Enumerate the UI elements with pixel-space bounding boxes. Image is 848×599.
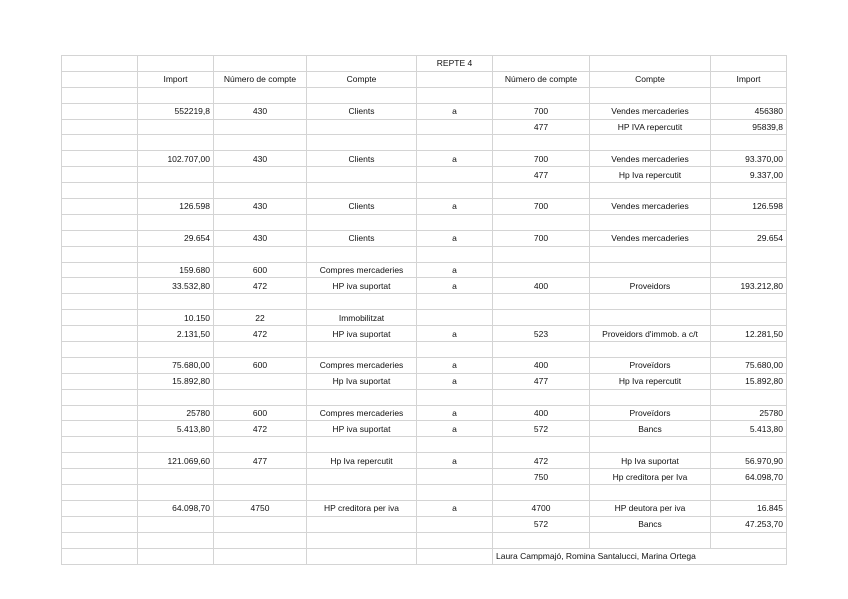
credit-account-cell[interactable] — [590, 214, 711, 230]
credit-account-cell[interactable] — [590, 262, 711, 278]
debit-amount-cell[interactable] — [138, 214, 214, 230]
credit-account-number-cell[interactable] — [493, 389, 590, 405]
credit-account-cell[interactable]: Proveïdors — [590, 405, 711, 421]
debit-account-cell[interactable]: HP iva suportat — [307, 326, 417, 342]
credit-account-number-cell[interactable]: 700 — [493, 103, 590, 119]
table-row — [62, 119, 787, 135]
credit-account-cell[interactable] — [590, 437, 711, 453]
debit-account-cell[interactable]: Compres mercaderies — [307, 405, 417, 421]
cell[interactable] — [214, 56, 307, 72]
credit-account-cell[interactable] — [590, 342, 711, 358]
table-row — [62, 389, 787, 405]
debit-account-number-cell[interactable]: 22 — [214, 310, 307, 326]
debit-account-number-cell[interactable] — [214, 87, 307, 103]
cell[interactable] — [62, 516, 138, 532]
credit-amount-cell[interactable] — [711, 135, 787, 151]
debit-account-number-cell[interactable]: 430 — [214, 230, 307, 246]
debit-account-number-cell[interactable]: 430 — [214, 103, 307, 119]
credit-account-cell[interactable] — [590, 532, 711, 548]
debit-account-number-cell[interactable] — [214, 294, 307, 310]
direction-cell[interactable]: a — [417, 421, 493, 437]
credit-amount-cell[interactable] — [711, 437, 787, 453]
debit-account-number-cell[interactable]: 600 — [214, 357, 307, 373]
debit-account-cell[interactable]: Immobilitzat — [307, 310, 417, 326]
credit-account-cell[interactable]: Proveidors — [590, 278, 711, 294]
debit-account-cell[interactable]: Clients — [307, 199, 417, 215]
header-debit-amount[interactable]: Import — [138, 71, 214, 87]
cell[interactable] — [62, 135, 138, 151]
credit-account-cell[interactable]: Hp Iva repercutit — [590, 373, 711, 389]
debit-amount-cell[interactable] — [138, 294, 214, 310]
credit-account-number-cell[interactable]: 523 — [493, 326, 590, 342]
debit-amount-cell[interactable]: 126.598 — [138, 199, 214, 215]
table-row — [62, 214, 787, 230]
credit-account-cell[interactable]: HP deutora per iva — [590, 500, 711, 516]
cell[interactable] — [214, 548, 307, 564]
header-row — [62, 71, 787, 87]
debit-account-number-cell[interactable]: 430 — [214, 151, 307, 167]
table-row — [62, 453, 787, 469]
table-row — [62, 167, 787, 183]
credit-account-number-cell[interactable]: 400 — [493, 278, 590, 294]
credit-amount-cell[interactable] — [711, 246, 787, 262]
header-credit-amount[interactable]: Import — [711, 71, 787, 87]
debit-account-number-cell[interactable] — [214, 246, 307, 262]
debit-account-number-cell[interactable] — [214, 183, 307, 199]
credit-amount-cell[interactable]: 9.337,00 — [711, 167, 787, 183]
table-row — [62, 437, 787, 453]
credit-amount-cell[interactable]: 5.413,80 — [711, 421, 787, 437]
direction-cell[interactable] — [417, 135, 493, 151]
credit-account-cell[interactable] — [590, 183, 711, 199]
credit-amount-cell[interactable] — [711, 183, 787, 199]
debit-account-cell[interactable]: Clients — [307, 103, 417, 119]
direction-cell[interactable]: a — [417, 453, 493, 469]
credit-account-number-cell[interactable] — [493, 214, 590, 230]
debit-account-number-cell[interactable]: 600 — [214, 405, 307, 421]
debit-account-number-cell[interactable] — [214, 373, 307, 389]
debit-account-cell[interactable] — [307, 87, 417, 103]
cell[interactable] — [711, 56, 787, 72]
header-debit-account-number[interactable]: Número de compte — [214, 71, 307, 87]
debit-account-cell[interactable]: HP iva suportat — [307, 278, 417, 294]
debit-account-number-cell[interactable] — [214, 135, 307, 151]
credit-account-number-cell[interactable]: 700 — [493, 151, 590, 167]
cell[interactable] — [62, 199, 138, 215]
direction-cell[interactable] — [417, 389, 493, 405]
debit-account-cell[interactable]: Clients — [307, 230, 417, 246]
table-row — [62, 199, 787, 215]
debit-account-cell[interactable]: HP iva suportat — [307, 421, 417, 437]
cell[interactable] — [62, 167, 138, 183]
table-row — [62, 230, 787, 246]
debit-account-cell[interactable] — [307, 485, 417, 501]
direction-cell[interactable]: a — [417, 230, 493, 246]
credit-account-number-cell[interactable] — [493, 262, 590, 278]
credit-account-number-cell[interactable]: 477 — [493, 373, 590, 389]
debit-amount-cell[interactable] — [138, 87, 214, 103]
credit-account-number-cell[interactable]: 477 — [493, 167, 590, 183]
debit-account-number-cell[interactable]: 600 — [214, 262, 307, 278]
debit-account-cell[interactable] — [307, 342, 417, 358]
debit-account-cell[interactable] — [307, 135, 417, 151]
credit-amount-cell[interactable]: 93.370,00 — [711, 151, 787, 167]
direction-cell[interactable]: a — [417, 199, 493, 215]
cell[interactable] — [138, 56, 214, 72]
debit-account-cell[interactable] — [307, 214, 417, 230]
cell[interactable] — [62, 405, 138, 421]
direction-cell[interactable]: a — [417, 373, 493, 389]
credit-account-number-cell[interactable] — [493, 87, 590, 103]
debit-account-number-cell[interactable] — [214, 214, 307, 230]
debit-amount-cell[interactable] — [138, 119, 214, 135]
cell[interactable] — [62, 71, 138, 87]
credit-account-number-cell[interactable]: 400 — [493, 405, 590, 421]
credit-account-cell[interactable] — [590, 389, 711, 405]
cell[interactable] — [62, 278, 138, 294]
cell[interactable] — [62, 294, 138, 310]
debit-account-cell[interactable] — [307, 437, 417, 453]
debit-account-number-cell[interactable] — [214, 342, 307, 358]
cell[interactable] — [62, 326, 138, 342]
cell[interactable] — [62, 500, 138, 516]
direction-cell[interactable] — [417, 246, 493, 262]
debit-account-cell[interactable] — [307, 167, 417, 183]
debit-account-number-cell[interactable]: 430 — [214, 199, 307, 215]
cell[interactable] — [62, 357, 138, 373]
credit-account-cell[interactable] — [590, 135, 711, 151]
credit-account-cell[interactable] — [590, 87, 711, 103]
credit-account-cell[interactable] — [590, 310, 711, 326]
direction-cell[interactable]: a — [417, 103, 493, 119]
table-row — [62, 135, 787, 151]
debit-account-number-cell[interactable] — [214, 485, 307, 501]
direction-cell[interactable]: a — [417, 500, 493, 516]
cell[interactable] — [62, 532, 138, 548]
debit-amount-cell[interactable] — [138, 167, 214, 183]
direction-cell[interactable]: a — [417, 278, 493, 294]
credit-account-number-cell[interactable] — [493, 183, 590, 199]
credit-amount-cell[interactable] — [711, 485, 787, 501]
credit-account-number-cell[interactable]: 572 — [493, 516, 590, 532]
credit-amount-cell[interactable]: 12.281,50 — [711, 326, 787, 342]
debit-account-number-cell[interactable] — [214, 389, 307, 405]
debit-account-number-cell[interactable] — [214, 437, 307, 453]
credit-amount-cell[interactable]: 126.598 — [711, 199, 787, 215]
credit-account-number-cell[interactable]: 700 — [493, 230, 590, 246]
table-row — [62, 310, 787, 326]
direction-cell[interactable] — [417, 214, 493, 230]
debit-amount-cell[interactable]: 552219,8 — [138, 103, 214, 119]
credit-amount-cell[interactable]: 193.212,80 — [711, 278, 787, 294]
debit-amount-cell[interactable]: 2.131,50 — [138, 326, 214, 342]
credit-account-number-cell[interactable] — [493, 310, 590, 326]
cell[interactable] — [62, 453, 138, 469]
table-row — [62, 183, 787, 199]
debit-account-cell[interactable]: Hp Iva repercutit — [307, 453, 417, 469]
cell[interactable] — [62, 437, 138, 453]
cell[interactable] — [62, 310, 138, 326]
debit-account-cell[interactable] — [307, 119, 417, 135]
table-row — [62, 326, 787, 342]
credit-account-number-cell[interactable] — [493, 294, 590, 310]
direction-cell[interactable] — [417, 437, 493, 453]
direction-cell[interactable] — [417, 183, 493, 199]
table-row — [62, 485, 787, 501]
direction-cell[interactable] — [417, 167, 493, 183]
debit-account-cell[interactable] — [307, 183, 417, 199]
debit-amount-cell[interactable] — [138, 389, 214, 405]
debit-account-cell[interactable] — [307, 532, 417, 548]
credit-account-number-cell[interactable]: 4700 — [493, 500, 590, 516]
credit-amount-cell[interactable] — [711, 87, 787, 103]
credit-account-cell[interactable]: Proveïdors — [590, 357, 711, 373]
credit-account-number-cell[interactable]: 700 — [493, 199, 590, 215]
cell[interactable] — [62, 230, 138, 246]
direction-cell[interactable] — [417, 469, 493, 485]
credit-amount-cell[interactable] — [711, 532, 787, 548]
direction-cell[interactable] — [417, 310, 493, 326]
debit-amount-cell[interactable]: 33.532,80 — [138, 278, 214, 294]
credit-account-number-cell[interactable] — [493, 437, 590, 453]
debit-amount-cell[interactable] — [138, 485, 214, 501]
debit-amount-cell[interactable]: 75.680,00 — [138, 357, 214, 373]
authors-footer[interactable]: Laura Campmajó, Romina Santalucci, Marina Ortega — [493, 548, 787, 564]
credit-amount-cell[interactable]: 47.253,70 — [711, 516, 787, 532]
table-row — [62, 532, 787, 548]
direction-cell[interactable] — [417, 532, 493, 548]
cell[interactable] — [307, 56, 417, 72]
cell[interactable] — [62, 262, 138, 278]
debit-amount-cell[interactable]: 121.069,60 — [138, 453, 214, 469]
cell[interactable] — [62, 389, 138, 405]
debit-account-number-cell[interactable] — [214, 167, 307, 183]
debit-account-number-cell[interactable]: 477 — [214, 453, 307, 469]
credit-account-cell[interactable]: Bancs — [590, 421, 711, 437]
cell[interactable] — [138, 548, 214, 564]
credit-account-cell[interactable]: Bancs — [590, 516, 711, 532]
debit-account-number-cell[interactable]: 472 — [214, 421, 307, 437]
cell[interactable] — [62, 421, 138, 437]
debit-amount-cell[interactable] — [138, 437, 214, 453]
table-row — [62, 151, 787, 167]
cell[interactable] — [62, 103, 138, 119]
credit-account-number-cell[interactable] — [493, 342, 590, 358]
table-row — [62, 294, 787, 310]
debit-account-cell[interactable]: HP creditora per iva — [307, 500, 417, 516]
credit-amount-cell[interactable]: 16.845 — [711, 500, 787, 516]
direction-cell[interactable]: a — [417, 151, 493, 167]
cell[interactable] — [62, 119, 138, 135]
cell[interactable] — [307, 548, 417, 564]
cell[interactable] — [62, 485, 138, 501]
cell[interactable] — [417, 71, 493, 87]
credit-account-number-cell[interactable]: 750 — [493, 469, 590, 485]
cell[interactable] — [62, 373, 138, 389]
credit-amount-cell[interactable] — [711, 310, 787, 326]
debit-account-cell[interactable]: Clients — [307, 151, 417, 167]
credit-amount-cell[interactable]: 15.892,80 — [711, 373, 787, 389]
credit-amount-cell[interactable]: 75.680,00 — [711, 357, 787, 373]
credit-account-cell[interactable]: Vendes mercaderies — [590, 230, 711, 246]
debit-account-number-cell[interactable] — [214, 119, 307, 135]
credit-amount-cell[interactable]: 95839,8 — [711, 119, 787, 135]
credit-account-number-cell[interactable]: 572 — [493, 421, 590, 437]
cell[interactable] — [590, 56, 711, 72]
credit-account-cell[interactable]: Vendes mercaderies — [590, 103, 711, 119]
credit-account-cell[interactable]: Hp creditora per Iva — [590, 469, 711, 485]
direction-cell[interactable] — [417, 294, 493, 310]
credit-amount-cell[interactable] — [711, 262, 787, 278]
credit-account-cell[interactable]: HP IVA repercutit — [590, 119, 711, 135]
debit-amount-cell[interactable] — [138, 183, 214, 199]
cell[interactable] — [62, 469, 138, 485]
debit-account-number-cell[interactable]: 472 — [214, 326, 307, 342]
debit-account-cell[interactable]: Hp Iva suportat — [307, 373, 417, 389]
spreadsheet-table — [61, 55, 787, 565]
debit-account-number-cell[interactable]: 472 — [214, 278, 307, 294]
direction-cell[interactable] — [417, 87, 493, 103]
cell[interactable] — [62, 214, 138, 230]
table-row — [62, 516, 787, 532]
debit-amount-cell[interactable]: 25780 — [138, 405, 214, 421]
debit-amount-cell[interactable]: 15.892,80 — [138, 373, 214, 389]
table-row — [62, 500, 787, 516]
credit-account-number-cell[interactable] — [493, 485, 590, 501]
credit-account-number-cell[interactable] — [493, 246, 590, 262]
debit-account-number-cell[interactable] — [214, 532, 307, 548]
credit-amount-cell[interactable]: 56.970,90 — [711, 453, 787, 469]
table-row — [62, 246, 787, 262]
debit-amount-cell[interactable]: 102.707,00 — [138, 151, 214, 167]
debit-account-number-cell[interactable] — [214, 469, 307, 485]
cell[interactable] — [62, 342, 138, 358]
direction-cell[interactable]: a — [417, 262, 493, 278]
debit-account-cell[interactable]: Compres mercaderies — [307, 357, 417, 373]
table-row — [62, 357, 787, 373]
table-row — [62, 103, 787, 119]
credit-amount-cell[interactable]: 64.098,70 — [711, 469, 787, 485]
direction-cell[interactable] — [417, 485, 493, 501]
credit-account-cell[interactable] — [590, 246, 711, 262]
credit-account-cell[interactable] — [590, 294, 711, 310]
credit-account-number-cell[interactable] — [493, 135, 590, 151]
debit-account-cell[interactable]: Compres mercaderies — [307, 262, 417, 278]
credit-amount-cell[interactable] — [711, 214, 787, 230]
credit-account-number-cell[interactable]: 472 — [493, 453, 590, 469]
cell[interactable] — [62, 151, 138, 167]
table-row — [62, 342, 787, 358]
debit-account-number-cell[interactable]: 4750 — [214, 500, 307, 516]
credit-account-cell[interactable]: Hp Iva suportat — [590, 453, 711, 469]
debit-amount-cell[interactable] — [138, 342, 214, 358]
footer-row — [62, 548, 787, 564]
credit-account-number-cell[interactable]: 477 — [493, 119, 590, 135]
cell[interactable] — [62, 183, 138, 199]
title-row — [62, 56, 787, 72]
credit-amount-cell[interactable] — [711, 389, 787, 405]
direction-cell[interactable]: a — [417, 357, 493, 373]
debit-amount-cell[interactable]: 64.098,70 — [138, 500, 214, 516]
credit-account-cell[interactable]: Hp Iva repercutit — [590, 167, 711, 183]
credit-amount-cell[interactable]: 29.654 — [711, 230, 787, 246]
credit-amount-cell[interactable] — [711, 294, 787, 310]
table-row — [62, 421, 787, 437]
cell[interactable] — [62, 87, 138, 103]
cell[interactable] — [62, 548, 138, 564]
debit-amount-cell[interactable]: 10.150 — [138, 310, 214, 326]
credit-account-cell[interactable]: Vendes mercaderies — [590, 151, 711, 167]
credit-amount-cell[interactable]: 25780 — [711, 405, 787, 421]
debit-amount-cell[interactable]: 5.413,80 — [138, 421, 214, 437]
direction-cell[interactable]: a — [417, 405, 493, 421]
debit-account-cell[interactable] — [307, 516, 417, 532]
debit-amount-cell[interactable] — [138, 135, 214, 151]
table-row — [62, 469, 787, 485]
debit-account-cell[interactable] — [307, 294, 417, 310]
debit-amount-cell[interactable]: 159.680 — [138, 262, 214, 278]
direction-cell[interactable]: a — [417, 326, 493, 342]
direction-cell[interactable] — [417, 119, 493, 135]
debit-amount-cell[interactable] — [138, 469, 214, 485]
debit-account-cell[interactable] — [307, 469, 417, 485]
direction-cell[interactable] — [417, 342, 493, 358]
debit-amount-cell[interactable] — [138, 532, 214, 548]
debit-amount-cell[interactable] — [138, 516, 214, 532]
credit-account-cell[interactable] — [590, 485, 711, 501]
table-row — [62, 262, 787, 278]
header-credit-account-number[interactable]: Número de compte — [493, 71, 590, 87]
debit-account-number-cell[interactable] — [214, 516, 307, 532]
debit-amount-cell[interactable]: 29.654 — [138, 230, 214, 246]
credit-account-number-cell[interactable]: 400 — [493, 357, 590, 373]
header-debit-account[interactable]: Compte — [307, 71, 417, 87]
table-row — [62, 87, 787, 103]
credit-amount-cell[interactable] — [711, 342, 787, 358]
sheet-title[interactable]: REPTE 4 — [417, 56, 493, 72]
credit-amount-cell[interactable]: 456380 — [711, 103, 787, 119]
table-row — [62, 373, 787, 389]
direction-cell[interactable] — [417, 516, 493, 532]
credit-account-cell[interactable]: Proveidors d'immob. a c/t — [590, 326, 711, 342]
debit-amount-cell[interactable] — [138, 246, 214, 262]
cell[interactable] — [62, 246, 138, 262]
table-row — [62, 405, 787, 421]
header-credit-account[interactable]: Compte — [590, 71, 711, 87]
cell[interactable] — [62, 56, 138, 72]
cell[interactable] — [417, 548, 493, 564]
cell[interactable] — [493, 56, 590, 72]
credit-account-cell[interactable]: Vendes mercaderies — [590, 199, 711, 215]
credit-account-number-cell[interactable] — [493, 532, 590, 548]
debit-account-cell[interactable] — [307, 246, 417, 262]
table-row — [62, 278, 787, 294]
debit-account-cell[interactable] — [307, 389, 417, 405]
